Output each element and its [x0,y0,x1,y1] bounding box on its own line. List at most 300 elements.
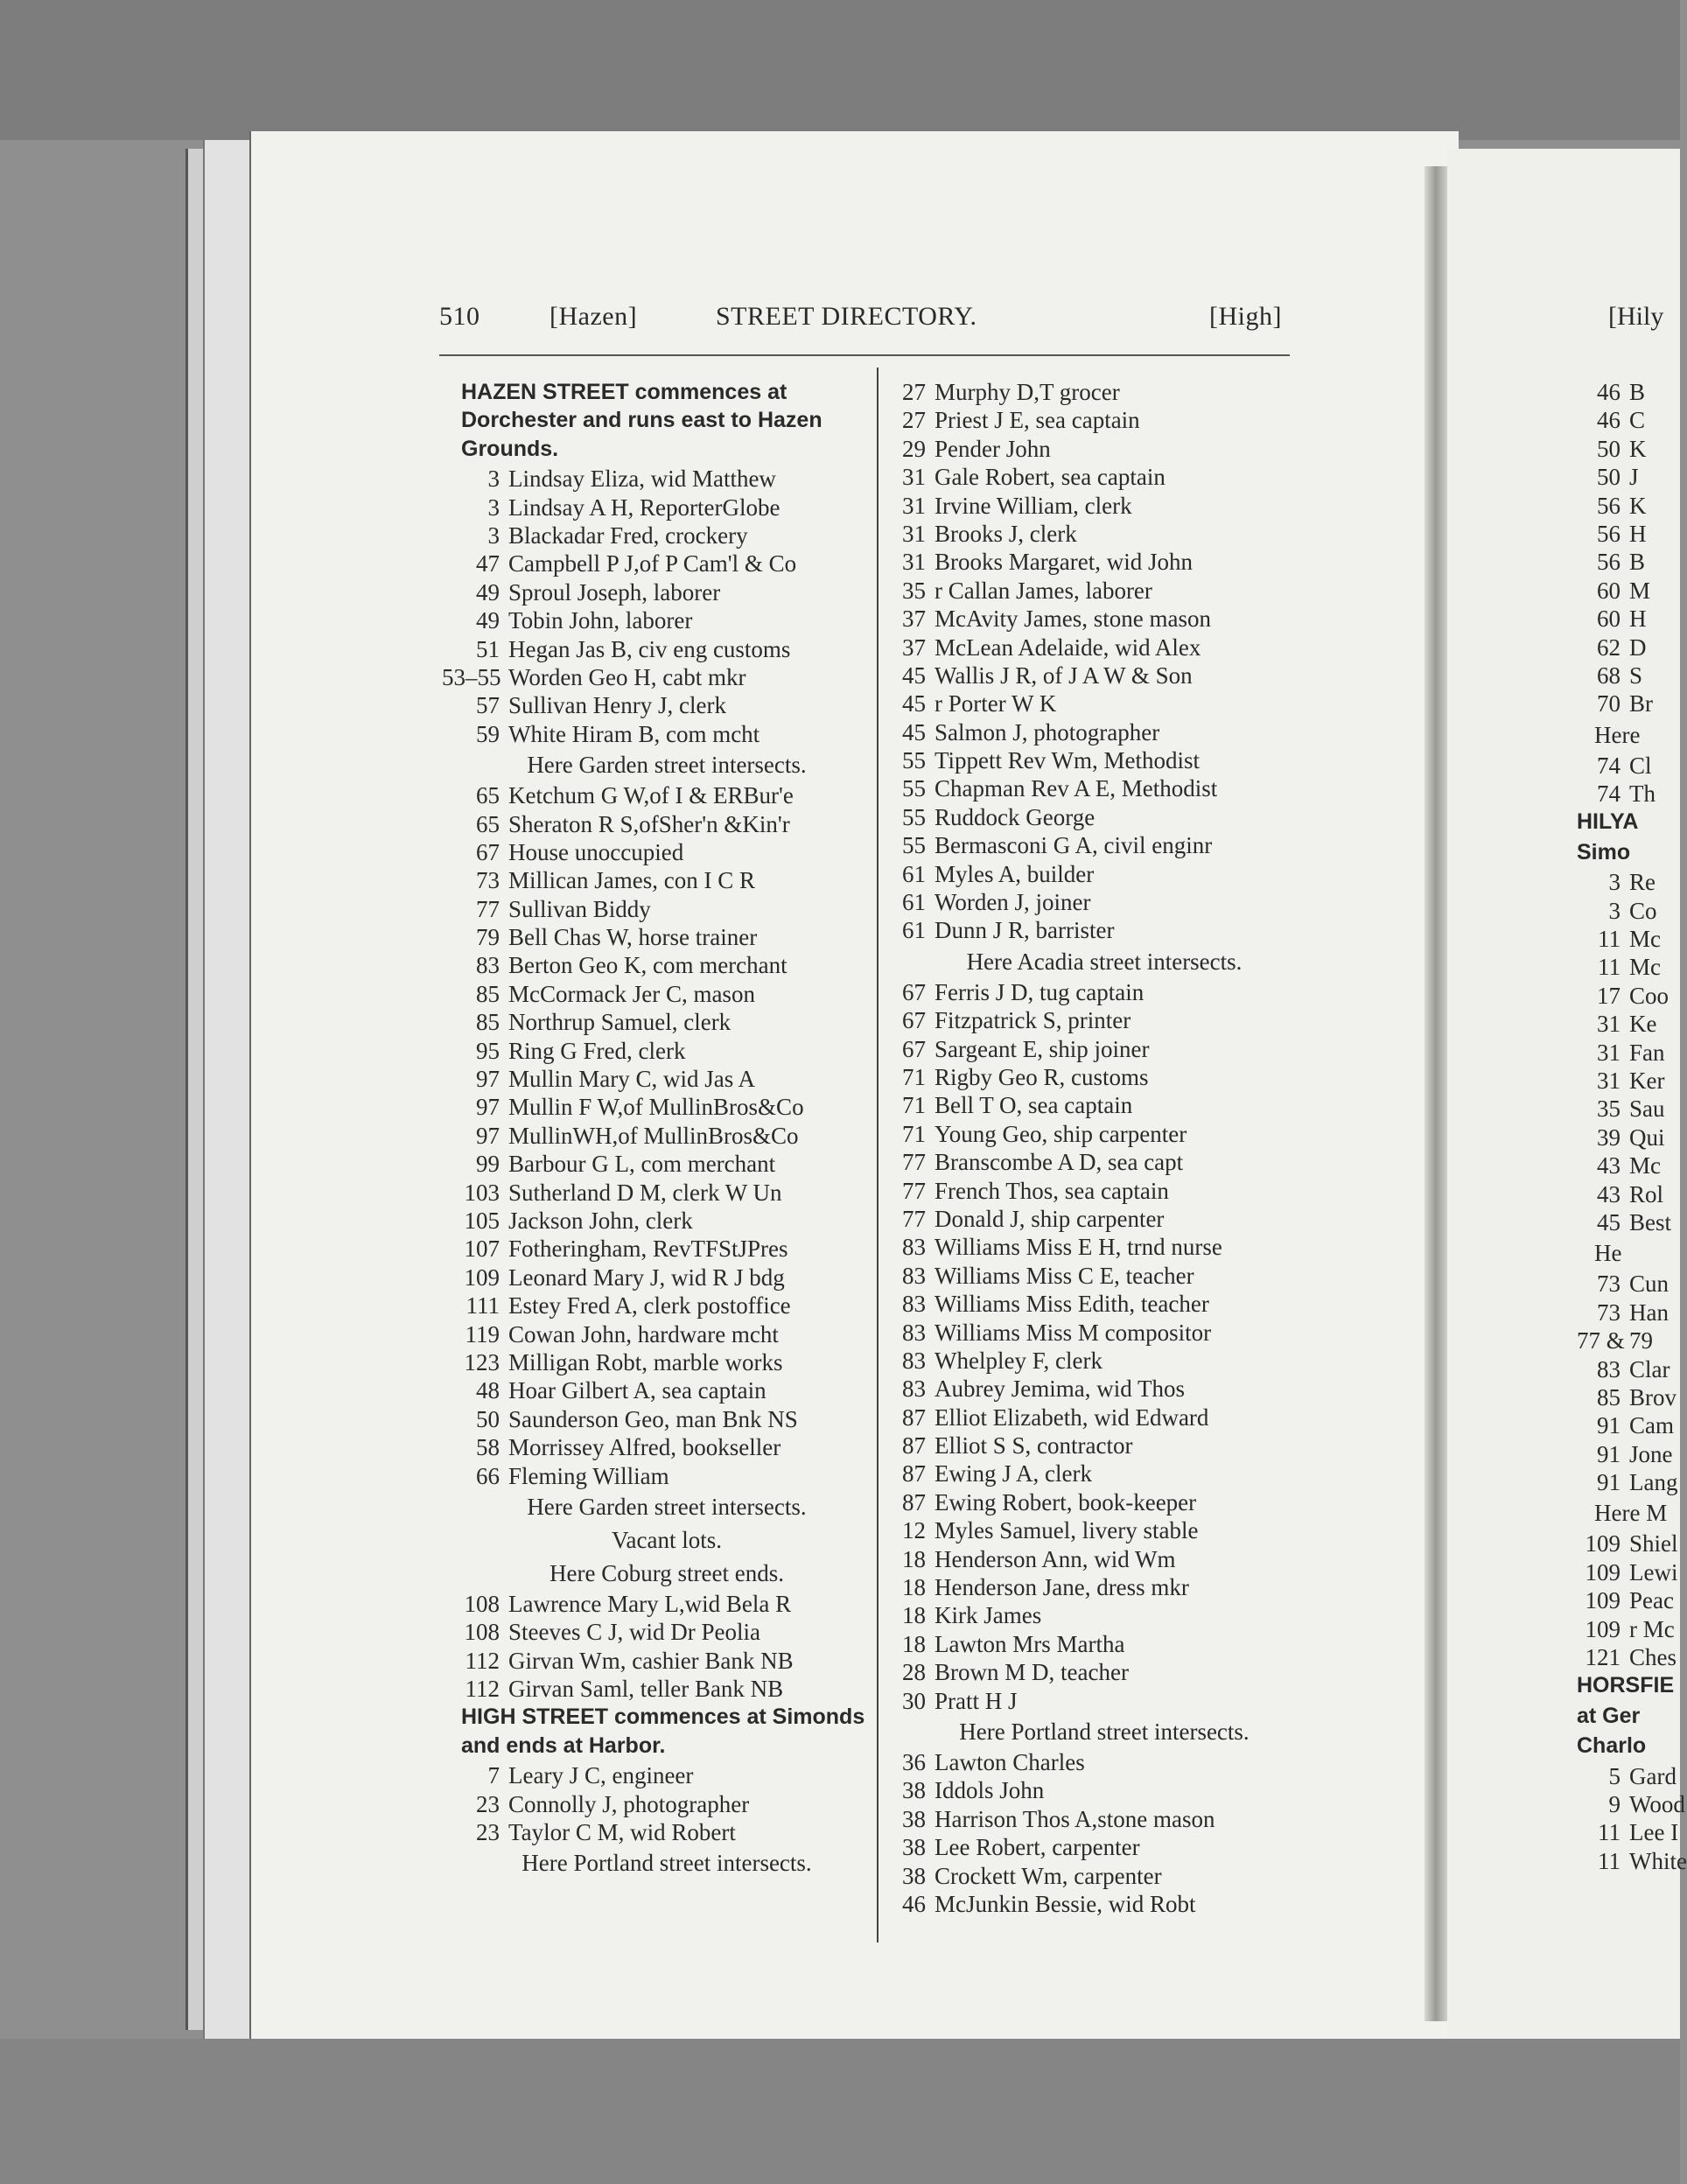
house-number: 112 [465,1676,500,1703]
directory-entry [1577,548,1680,576]
directory-entry [886,803,1323,831]
resident-name: Ker [1629,1068,1665,1095]
house-number: 45 [1597,1208,1620,1236]
house-number: 65 [476,810,500,837]
house-number: 83 [902,1291,926,1318]
house-number: 77 [476,895,500,922]
resident-name: B [1629,549,1646,576]
house-number: 61 [902,917,926,944]
directory-entry [442,1790,872,1818]
directory-entry [1577,378,1680,406]
directory-entry [442,1207,872,1235]
house-number: 68 [1597,662,1620,689]
house-number: 79 [476,924,500,951]
directory-entry [1577,577,1680,605]
resident-name: Girvan Saml, teller Bank NB [508,1676,784,1703]
house-number: 109 [1585,1530,1620,1558]
street-heading: Simo [1577,839,1631,864]
house-number: 31 [902,520,926,547]
resident-name: Steeves C J, wid Dr Peolia [508,1619,760,1646]
directory-entry [886,1006,1323,1034]
house-number: 71 [902,1092,926,1119]
directory-entry [886,774,1323,802]
resident-name: Sau [1629,1096,1665,1123]
resident-name: Sargeant E, ship joiner [934,1035,1150,1062]
resident-name: Brooks Margaret, wid John [934,549,1193,576]
resident-name: r Porter W K [934,690,1057,718]
resident-name: Mc [1629,1152,1661,1180]
directory-entry [1577,1095,1680,1123]
page-title: STREET DIRECTORY. [716,302,977,331]
directory-entry [886,1601,1323,1629]
house-number: 62 [1597,634,1620,661]
resident-name: Lawrence Mary L,wid Bela R [508,1590,792,1617]
house-number: 74 [1597,780,1620,808]
resident-name: Sullivan Biddy [508,895,651,922]
directory-entry [1577,868,1680,896]
resident-name: Williams Miss E H, trnd nurse [934,1234,1222,1261]
directory-entry [886,1805,1323,1833]
resident-name: Priest J E, sea captain [934,407,1140,434]
directory-entry [1577,1530,1680,1558]
house-number: 73 [1597,1270,1620,1298]
house-number: 37 [902,634,926,661]
directory-entry [1577,662,1680,690]
directory-entry [886,1404,1323,1432]
directory-entry [442,635,872,663]
resident-name: Harrison Thos A,stone mason [934,1805,1215,1832]
house-number: 55 [902,803,926,830]
directory-entry [442,1376,872,1404]
resident-name: B [1629,379,1646,405]
resident-name: Bermasconi G A, civil enginr [934,832,1213,859]
house-number: 31 [1597,1011,1620,1038]
resident-name: Bell T O, sea captain [934,1092,1133,1119]
directory-entry [442,1179,872,1207]
street-heading: HORSFIE [1577,1673,1675,1698]
scan-background-top [0,0,1680,140]
directory-entry [886,1262,1323,1290]
resident-name: White Hiram B, com mcht [508,720,760,747]
resident-name: Shiel [1629,1530,1678,1558]
directory-entry [886,1488,1323,1516]
resident-name: C [1629,407,1646,434]
directory-entry [886,406,1323,434]
resident-name: Tippett Rev Wm, Methodist [934,747,1200,774]
directory-entry [1577,406,1680,434]
house-number: 53–55 [442,663,501,690]
directory-entry [1577,1762,1680,1790]
resident-name: Peac [1629,1587,1674,1614]
house-number: 85 [476,980,500,1007]
resident-name: Sheraton R S,ofSher'n &Kin'r [508,810,790,837]
house-number: 121 [1585,1644,1620,1671]
resident-name: M [1629,577,1651,604]
intersection-note: Here Coburg street ends. [550,1559,784,1586]
directory-entry [1577,1326,1680,1354]
resident-name: Worden Geo H, cabt mkr [508,663,746,690]
directory-entry [1577,690,1680,718]
resident-name: Wood [1629,1791,1685,1818]
directory-entry [1577,1152,1680,1180]
house-number: 67 [476,838,500,865]
house-number: 109 [1585,1558,1620,1586]
house-number: 50 [476,1405,500,1432]
resident-name: Donald J, ship carpenter [934,1205,1165,1232]
directory-entry [1577,1208,1680,1236]
directory-entry [1577,1355,1680,1383]
house-number: 45 [902,662,926,689]
resident-name: Hegan Jas B, civ eng customs [508,635,791,662]
directory-entry [886,1233,1323,1261]
house-number: 35 [902,577,926,604]
house-number: 56 [1597,492,1620,519]
house-number: 71 [902,1120,926,1147]
resident-name: Girvan Wm, cashier Bank NB [508,1647,794,1674]
intersection-note: Here Portland street intersects. [959,1718,1250,1745]
house-number: 7 [487,1762,500,1789]
directory-entry [442,838,872,866]
directory-entry [442,691,872,719]
house-number: 38 [902,1834,926,1861]
house-number: 109 [464,1264,500,1291]
resident-name: Whelpley F, clerk [934,1347,1103,1374]
resident-name: Salmon J, photographer [934,718,1160,746]
resident-name: Elliot S S, contractor [934,1432,1133,1460]
resident-name: Barbour G L, com merchant [508,1151,776,1178]
directory-entry [442,951,872,979]
directory-entry [886,1205,1323,1233]
directory-entry [442,663,872,691]
directory-entry [886,860,1323,888]
house-number: 70 [1597,690,1620,718]
directory-entry [886,577,1323,605]
intersection-note: Here Acadia street intersects. [966,948,1242,975]
resident-name: Kirk James [934,1602,1042,1629]
house-number: 67 [902,978,926,1005]
house-number: 77 [902,1177,926,1204]
directory-entry [886,1177,1323,1205]
directory-entry [886,1375,1323,1403]
directory-entry [886,690,1323,718]
directory-entry [1577,752,1680,780]
directory-entry [1577,1067,1680,1095]
house-number: 105 [464,1207,500,1234]
resident-name: Sproul Joseph, laborer [508,578,721,606]
directory-entry [886,1432,1323,1460]
intersection-note: Here Garden street intersects. [527,752,807,779]
directory-entry [442,1065,872,1093]
resident-name: Co [1629,897,1657,924]
house-number: 11 [1598,1819,1620,1846]
house-number: 77 & [1577,1327,1625,1354]
resident-name: Fleming William [508,1462,669,1489]
resident-name: Myles A, builder [934,860,1095,887]
resident-name: Brown M D, teacher [934,1659,1129,1686]
house-number: 103 [464,1179,500,1206]
house-number: 12 [902,1517,926,1544]
directory-entry [442,522,872,550]
resident-name: Henderson Jane, dress mkr [934,1574,1189,1601]
directory-entry [442,810,872,838]
house-number: 17 [1597,982,1620,1009]
directory-entry [1577,1615,1680,1643]
resident-name: McCormack Jer C, mason [508,980,755,1007]
directory-entry [442,1433,872,1461]
resident-name: Hoar Gilbert A, sea captain [508,1377,766,1404]
facing-guide-word: [Hily [1608,302,1664,331]
directory-entry [442,1320,872,1348]
resident-name: Saunderson Geo, man Bnk NS [508,1405,798,1432]
house-number: 31 [1597,1039,1620,1066]
house-number: 50 [1597,464,1620,491]
directory-entry [442,1590,872,1618]
directory-entry [1577,925,1680,953]
house-number: 11 [1598,926,1620,953]
directory-entry [886,1516,1323,1544]
house-number: 39 [1597,1124,1620,1151]
resident-name: Branscombe A D, sea capt [934,1149,1184,1176]
resident-name: Mc [1629,926,1661,953]
house-number: 36 [902,1748,926,1775]
resident-name: 79 [1629,1327,1653,1354]
house-number: 51 [476,635,500,662]
house-number: 23 [476,1819,500,1846]
directory-entry [442,1761,872,1789]
resident-name: H [1629,520,1647,547]
street-heading: HAZEN STREET commences at Dorchester and runs east to Hazen Grounds. [461,380,822,461]
resident-name: White [1629,1847,1687,1874]
directory-entry [886,634,1323,662]
resident-name: Campbell P J,of P Cam'l & Co [508,550,797,578]
street-heading: HIGH STREET commences at Simonds and ends at Harbor. [461,1704,865,1758]
house-number: 61 [902,889,926,916]
directory-entry [886,378,1323,406]
directory-entry [442,606,872,634]
house-number: 18 [902,1545,926,1572]
house-number: 9 [1608,1791,1620,1818]
house-number: 97 [476,1122,500,1149]
resident-name: Br [1629,690,1653,718]
directory-entry [442,550,872,578]
directory-entry [1577,897,1680,925]
directory-entry [1577,1124,1680,1152]
resident-name: Brov [1629,1383,1676,1410]
directory-entry [886,1091,1323,1119]
resident-name: Lindsay Eliza, wid Matthew [508,466,776,493]
house-number: 56 [1597,549,1620,576]
directory-entry [1577,520,1680,548]
directory-entry [886,1862,1323,1890]
house-number: 11 [1598,1847,1620,1874]
resident-name: Milligan Robt, marble works [508,1348,783,1376]
resident-name: Young Geo, ship carpenter [934,1120,1187,1147]
house-number: 23 [476,1790,500,1817]
house-number: 29 [902,435,926,462]
resident-name: Murphy D,T grocer [934,379,1120,405]
resident-name: MullinWH,of MullinBros&Co [508,1122,799,1149]
resident-name: Th [1629,780,1656,808]
directory-entry [1577,1440,1680,1468]
directory-entry [1577,435,1680,463]
directory-entry [442,720,872,748]
resident-name: Henderson Ann, wid Wm [934,1545,1176,1572]
resident-name: Connolly J, photographer [508,1790,750,1817]
house-number: 45 [902,690,926,718]
resident-name: Pratt H J [934,1687,1018,1714]
resident-name: Ring G Fred, clerk [508,1037,686,1064]
resident-name: r Mc [1629,1615,1675,1642]
intersection-note: Here [1594,721,1641,748]
intersection-note: Vacant lots. [612,1526,722,1553]
resident-name: Re [1629,869,1656,896]
house-number: 3 [1608,897,1620,924]
facing-page-column [1577,378,1687,1875]
house-number: 48 [476,1377,500,1404]
header-rule [439,354,1290,356]
resident-name: Estey Fred A, clerk postoffice [508,1292,791,1320]
house-number: 74 [1597,752,1620,779]
house-number: 49 [476,607,500,634]
directory-entry [442,1292,872,1320]
house-number: 87 [902,1432,926,1460]
directory-column-left [442,378,872,1880]
directory-entry [1577,1383,1680,1411]
directory-entry [442,895,872,923]
directory-entry [886,978,1323,1006]
directory-entry [886,1573,1323,1601]
house-number: 67 [902,1007,926,1034]
house-number: 5 [1608,1762,1620,1789]
resident-name: Fotheringham, RevTFStJPres [508,1236,788,1263]
directory-entry [1577,953,1680,981]
house-number: 3 [487,466,500,493]
house-number: 107 [464,1236,500,1263]
resident-name: Northrup Samuel, clerk [508,1009,732,1036]
house-number: 56 [1597,520,1620,547]
house-number: 73 [1597,1298,1620,1326]
directory-entry [886,718,1323,746]
resident-name: Elliot Elizabeth, wid Edward [934,1404,1209,1431]
resident-name: Taylor C M, wid Robert [508,1819,736,1846]
directory-entry [442,1037,872,1065]
house-number: 77 [902,1205,926,1232]
house-number: 60 [1597,577,1620,604]
resident-name: Sutherland D M, clerk W Un [508,1179,782,1206]
directory-entry [442,1675,872,1703]
resident-name: Cl [1629,752,1652,779]
house-number: 3 [487,494,500,521]
house-number: 83 [902,1347,926,1374]
house-number: 123 [464,1348,500,1376]
directory-entry [442,1264,872,1292]
house-number: 55 [902,775,926,802]
resident-name: K [1629,435,1647,462]
resident-name: r Callan James, laborer [934,577,1152,604]
resident-name: K [1629,492,1647,519]
directory-entry [886,662,1323,690]
house-number: 28 [902,1659,926,1686]
resident-name: Berton Geo K, com merchant [508,952,788,979]
resident-name: Jackson John, clerk [508,1207,693,1234]
resident-name: D [1629,634,1647,661]
directory-entry [886,1687,1323,1715]
directory-entry [886,746,1323,774]
directory-entry [886,1748,1323,1776]
resident-name: Cam [1629,1412,1674,1439]
house-number: 18 [902,1602,926,1629]
directory-entry [442,1647,872,1675]
house-number: 18 [902,1630,926,1657]
resident-name: Aubrey Jemima, wid Thos [934,1376,1185,1403]
resident-name: Jone [1629,1440,1673,1467]
directory-entry [442,1348,872,1376]
resident-name: Sullivan Henry J, clerk [508,692,726,719]
directory-entry [442,494,872,522]
house-number: 31 [902,549,926,576]
house-number: 55 [902,832,926,859]
directory-entry [442,1462,872,1490]
house-number: 35 [1597,1096,1620,1123]
directory-entry [442,1150,872,1178]
intersection-note: Here Portland street intersects. [522,1850,812,1877]
house-number: 43 [1597,1152,1620,1180]
directory-entry [886,492,1323,520]
resident-name: Ferris J D, tug captain [934,978,1144,1005]
house-number: 87 [902,1488,926,1516]
directory-entry [1577,1411,1680,1439]
resident-name: Irvine William, clerk [934,492,1132,519]
street-heading: HILYA [1577,809,1639,835]
house-number: 37 [902,606,926,633]
resident-name: Dunn J R, barrister [934,917,1115,944]
house-number: 91 [1597,1469,1620,1496]
house-number: 97 [476,1094,500,1121]
resident-name: S [1629,662,1643,689]
house-number: 83 [476,952,500,979]
house-number: 46 [902,1890,926,1917]
resident-name: Blackadar Fred, crockery [508,522,748,549]
directory-entry [886,1890,1323,1918]
resident-name: Lindsay A H, ReporterGlobe [508,494,780,521]
directory-entry [1577,1586,1680,1614]
directory-entry [442,578,872,606]
house-number: 57 [476,692,500,719]
resident-name: Gale Robert, sea captain [934,464,1166,491]
house-number: 38 [902,1805,926,1832]
directory-entry [442,866,872,894]
resident-name: McAvity James, stone mason [934,606,1211,633]
directory-entry [886,916,1323,944]
resident-name: McJunkin Bessie, wid Robt [934,1890,1196,1917]
directory-entry [1577,1468,1680,1496]
resident-name: Lang [1629,1469,1678,1496]
resident-name: House unoccupied [508,838,684,865]
directory-entry [886,1120,1323,1148]
house-number: 66 [476,1462,500,1489]
resident-name: Lee Robert, carpenter [934,1834,1140,1861]
resident-name: Crockett Wm, carpenter [934,1862,1162,1889]
directory-entry [1577,1180,1680,1208]
right-guide-word: [High] [1209,302,1282,331]
directory-entry [442,1818,872,1846]
resident-name: Clar [1629,1355,1670,1382]
house-number: 73 [476,867,500,894]
house-number: 49 [476,578,500,606]
house-number: 83 [902,1262,926,1289]
house-number: 67 [902,1035,926,1062]
house-number: 50 [1597,435,1620,462]
